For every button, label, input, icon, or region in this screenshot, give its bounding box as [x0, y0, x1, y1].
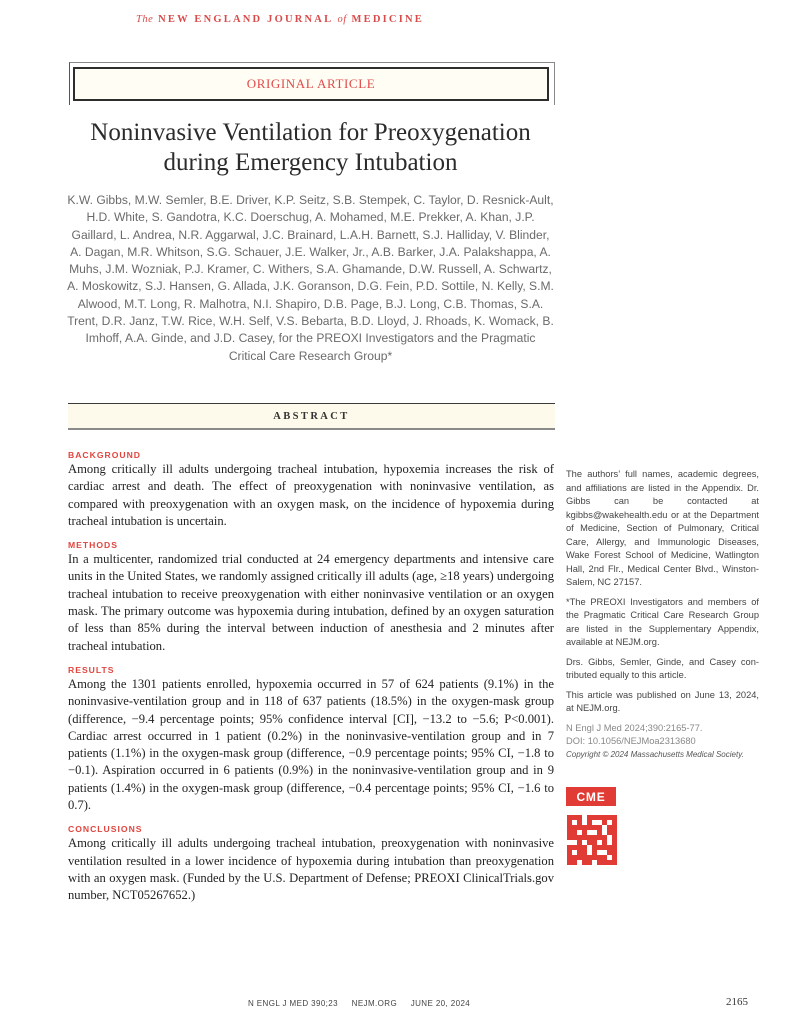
sidebar-notes [566, 468, 759, 761]
abstract-body [68, 450, 554, 915]
citation: N Engl J Med 2024;390:2165-77. [566, 722, 703, 733]
journal-of: of [337, 14, 347, 25]
article-type-box [73, 67, 549, 101]
page-footer [248, 999, 481, 1008]
abstract-section-background [68, 450, 554, 530]
article-type-label: ORIGINAL ARTICLE [246, 76, 376, 91]
journal-name-part1: NEW ENGLAND JOURNAL [158, 14, 333, 25]
section-text: Among critically ill adults undergoing tracheal intubation, preoxygenation with noninvasive ventilation resulted in a lower incidence of hypoxemia during intubation than preoxygenation with an oxygen mask. (Funded by the U.S. Department of Defense; PREOXI ClinicalTrials.gov number, NCT05267652.) [68, 836, 554, 903]
journal-name-part2: MEDICINE [351, 14, 424, 25]
investigators-note: *The PREOXI Investigators and members of the Pragmatic Critical Care Research Group are listed in the Supplementary Appendix, available at NEJM.org. [566, 596, 759, 647]
journal-header [0, 14, 560, 25]
abstract-label: ABSTRACT [273, 410, 350, 422]
footer-journal-issue: N ENGL J MED 390;23 [248, 999, 339, 1008]
article-title: Noninvasive Ventilation for Preoxygenation during Emergency Intubation [90, 119, 531, 176]
author-list: K.W. Gibbs, M.W. Semler, B.E. Driver, K.P. Seitz, S.B. Stempek, C. Taylor, D. Resnick-Ault, H.D. White, S. Gandotra, K.C. Doerschug, A. Mohamed, M.E. Prekker, A. Khan, J.P. Gaillard, L. Andrea, N.R. Aggarwal, J.C. Brainard, L.A.H. Barnett, S.J. Halliday, V. Blinder, A. Dagan, M.R. Whitson, S.G. Schauer, J.E. Walker, Jr., A.B. Barker, J.A. Palakshappa, A. Muhs, J.M. Wozniak, P.J. Kramer, C. Withers, S.A. Ghamande, D.W. Russell, A. Schwartz, A. Moskowitz, S.J. Hansen, G. Allada, J.K. Goranson, D.G. Fein, P.D. Sottile, N. Kelly, S.M. Alwood, M.T. Long, R. Malhotra, N.I. Shapiro, D.B. Page, B.J. Long, C.B. Thomas, S.A. Trent, D.R. Janz, T.W. Rice, W.H. Self, V.S. Bebarta, B.D. Lloyd, J. Rhoads, K. Womack, B. Imhoff, A.A. Ginde, and J.D. Casey, for the PREOXI Investigators and the Pragmatic Critical Care Research Group* [67, 193, 554, 363]
affiliations-note: The authors’ full names, academic degrees, and affiliations are listed in the Appendix. Dr. Gibbs can be contacted at kgibbs@wakehealth.edu or at the Department of Medicine, Section of Pulmonary, Critical Care, Allergy, and Immunologic Diseases, Wake Forest School of Medicine, Watlington Hall, 2nd Flr., Medical Center Blvd., Winston-Salem, NC 27157. [566, 469, 759, 587]
abstract-header-bar [68, 403, 555, 430]
section-text: Among critically ill adults undergoing tracheal intubation, hypoxemia increases the risk of cardiac arrest and death. The effect of preoxygenation with noninvasive ventilation, as compared with preoxygenation with an oxygen mask, on the incidence of hypoxemia during tracheal intubation is uncertain. [68, 462, 554, 528]
contribution-note: Drs. Gibbs, Semler, Ginde, and Casey contributed equally to this article. [566, 656, 759, 680]
journal-prefix: The [136, 14, 154, 25]
footer-date: JUNE 20, 2024 [410, 999, 471, 1008]
doi-link[interactable]: DOI: 10.1056/NEJMoa2313680 [566, 735, 696, 746]
abstract-section-results [68, 665, 554, 814]
page-number: 2165 [726, 996, 748, 1008]
copyright: Copyright © 2024 Massachusetts Medical Society. [566, 749, 744, 759]
citation-block [566, 722, 759, 761]
published-note: This article was published on June 13, 2024, at NEJM.org. [566, 689, 759, 713]
section-text: In a multicenter, randomized trial conducted at 24 emergency departments and intensive care units in the United States, we randomly assigned critically ill adults (age, ≥18 years) undergoing tracheal intubation to receive preoxygenation with either noninvasive ventilation or an oxygen mask. The primary outcome was hypoxemia during intubation, defined by an oxygen saturation of less than 85% during the interval between induction of anesthesia and 2 minutes after tracheal intubation. [68, 552, 554, 653]
abstract-section-conclusions [68, 824, 554, 904]
footer-site: NEJM.ORG [351, 999, 398, 1008]
cme-badge[interactable]: CME [566, 787, 616, 806]
section-heading: RESULTS [68, 664, 115, 675]
qr-code-icon[interactable] [567, 815, 617, 865]
section-heading: METHODS [68, 540, 118, 551]
section-heading: CONCLUSIONS [68, 824, 143, 835]
section-text: Among the 1301 patients enrolled, hypoxemia occurred in 57 of 624 patients (9.1%) in the noninvasive-ventilation group and in 118 of 637 patients (18.5%) in the oxygen-mask group (difference, −9.4 percentage points; 95% confidence interval [CI], −13.2 to −5.6; P<0.001). Cardiac arrest occurred in 1 patient (0.2%) in the noninvasive-ventilation group and in 7 patients (1.1%) in the oxygen-mask group (difference, −0.9 percentage points; 95% CI, −1.8 to −0.1). Aspiration occurred in 6 patients (0.9%) in the noninvasive-ventilation group and in 9 patients (1.4%) in the oxygen-mask group (difference, −0.4 percentage points; 95% CI, −1.6 to 0.7). [68, 676, 554, 813]
abstract-section-methods [68, 540, 554, 655]
section-heading: BACKGROUND [68, 450, 142, 460]
